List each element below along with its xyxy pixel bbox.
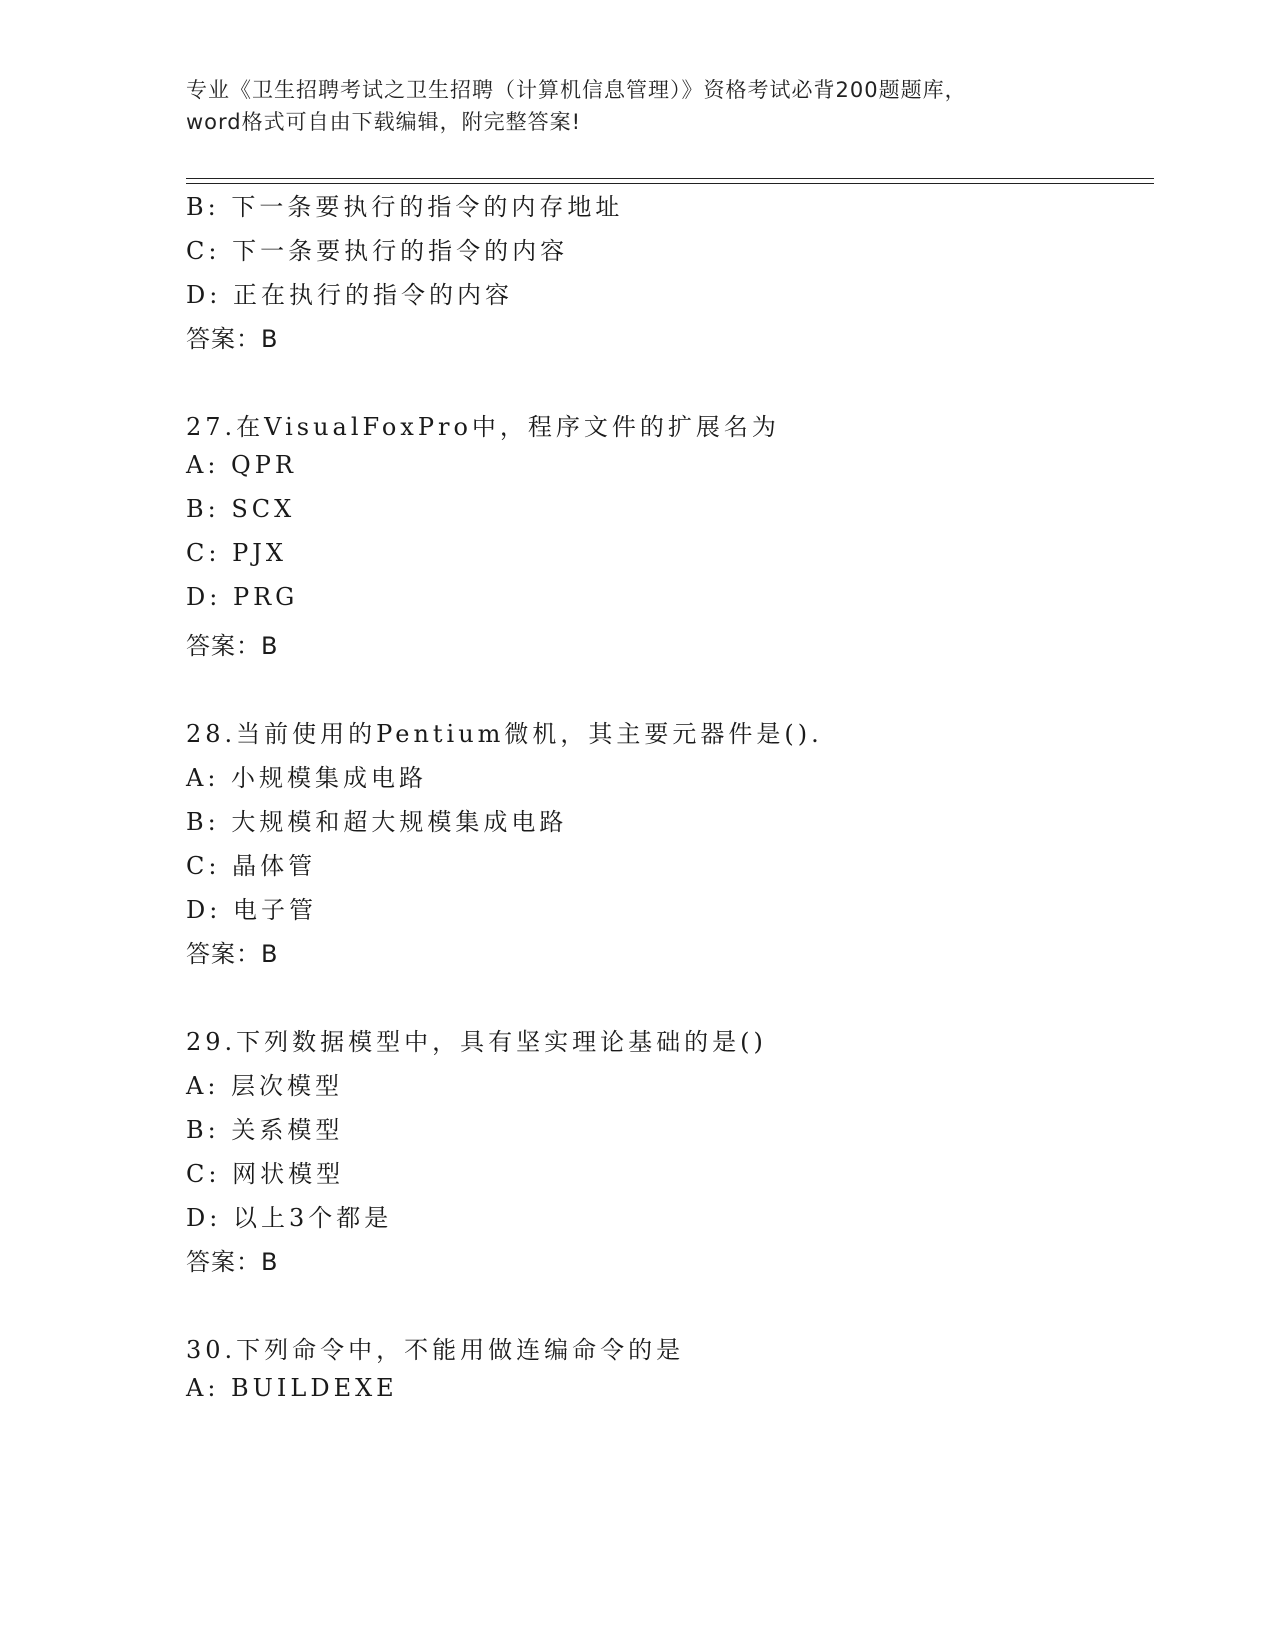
document-header <box>186 74 1086 138</box>
option-line: C: 下一条要执行的指令的内容 <box>186 237 569 265</box>
option-line: A: QPR <box>186 451 297 479</box>
answer-line: 答案：B <box>186 1248 279 1276</box>
option-line: C: 晶体管 <box>186 852 317 880</box>
header-line-2: word格式可自由下载编辑，附完整答案! <box>186 110 582 134</box>
header-divider-bottom <box>186 183 1154 184</box>
question-line: 29.下列数据模型中，具有坚实理论基础的是() <box>186 1028 767 1056</box>
option-line: B: 下一条要执行的指令的内存地址 <box>186 193 624 221</box>
question-line: 28.当前使用的Pentium微机，其主要元器件是(). <box>186 720 823 748</box>
option-line: B: 大规模和超大规模集成电路 <box>186 808 568 836</box>
option-line: C: PJX <box>186 539 287 567</box>
answer-line: 答案：B <box>186 325 279 353</box>
header-line-1: 专业《卫生招聘考试之卫生招聘（计算机信息管理）》资格考试必背200题题库， <box>186 78 967 102</box>
question-line: 30.下列命令中，不能用做连编命令的是 <box>186 1336 685 1364</box>
answer-line: 答案：B <box>186 632 279 660</box>
option-line: A: BUILDEXE <box>186 1374 398 1402</box>
option-line: D: 以上3个都是 <box>186 1204 393 1232</box>
option-line: D: 正在执行的指令的内容 <box>186 281 513 309</box>
option-line: A: 层次模型 <box>186 1072 344 1100</box>
option-line: D: PRG <box>186 583 299 611</box>
question-line: 27.在VisualFoxPro中，程序文件的扩展名为 <box>186 413 780 441</box>
option-line: B: SCX <box>186 495 296 523</box>
option-line: C: 网状模型 <box>186 1160 345 1188</box>
answer-line: 答案：B <box>186 940 279 968</box>
header-divider-top <box>186 178 1154 179</box>
option-line: A: 小规模集成电路 <box>186 764 428 792</box>
option-line: D: 电子管 <box>186 896 317 924</box>
option-line: B: 关系模型 <box>186 1116 344 1144</box>
